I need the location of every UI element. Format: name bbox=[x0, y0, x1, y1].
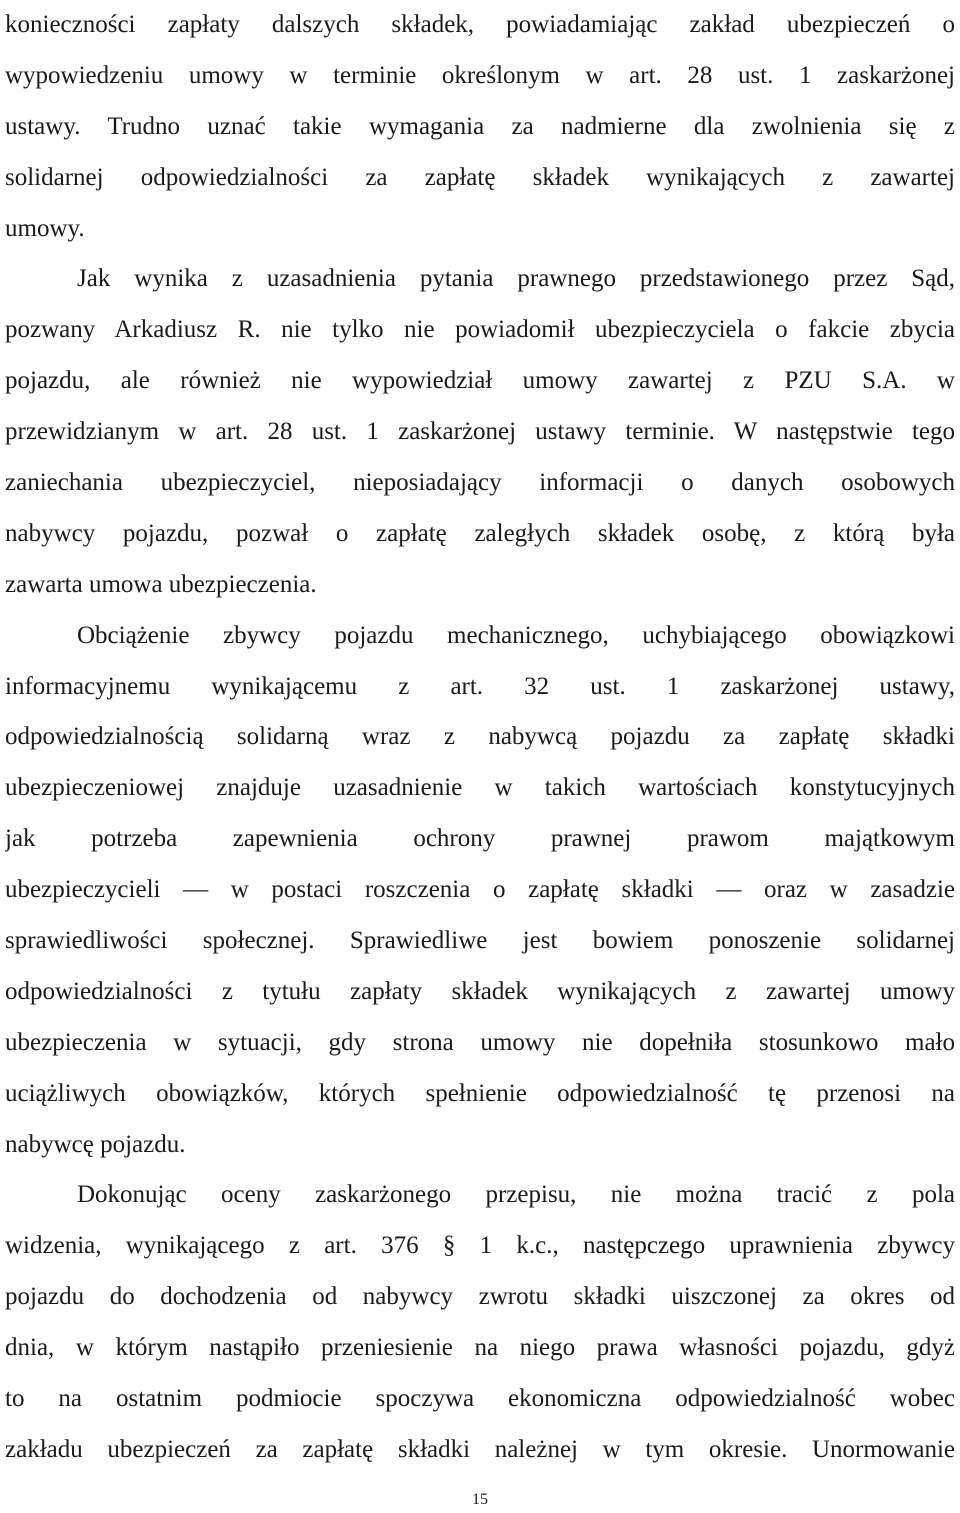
text-line: solidarnej odpowiedzialności za zapłatę składek wynikających z zawartej bbox=[5, 163, 955, 191]
text-line: wypowiedzeniu umowy w terminie określonym w art. 28 ust. 1 zaskarżonej bbox=[5, 61, 955, 89]
text-line: jak potrzeba zapewnienia ochrony prawnej prawom majątkowym bbox=[5, 825, 955, 853]
paragraph-continuation bbox=[5, 0, 955, 254]
text-line: konieczności zapłaty dalszych składek, powiadamiając zakład ubezpieczeń o bbox=[5, 11, 955, 38]
text-line: pozwany Arkadiusz R. nie tylko nie powiadomił ubezpieczyciela o fakcie zbycia bbox=[5, 316, 955, 344]
text-line: Jak wynika z uzasadnienia pytania prawnego przedstawionego przez Sąd, bbox=[77, 265, 955, 293]
text-line: sprawiedliwości społecznej. Sprawiedliwe jest bowiem ponoszenie solidarnej bbox=[5, 927, 955, 955]
text-line: nabywcy pojazdu, pozwał o zapłatę zaległych składek osobę, z którą była bbox=[5, 519, 955, 547]
text-line: nabywcę pojazdu. bbox=[5, 1130, 186, 1158]
paragraph-obciazenie bbox=[5, 611, 955, 1171]
text-line: ubezpieczenia w sytuacji, gdy strona umowy nie dopełniła stosunkowo mało bbox=[5, 1028, 955, 1056]
text-line: dnia, w którym nastąpiło przeniesienie na niego prawa własności pojazdu, gdyż bbox=[5, 1334, 955, 1362]
text-line: zawarta umowa ubezpieczenia. bbox=[5, 570, 317, 598]
text-line: przewidzianym w art. 28 ust. 1 zaskarżonej ustawy terminie. W następstwie tego bbox=[5, 418, 955, 446]
paragraph-pozwany bbox=[5, 254, 955, 610]
text-line: pojazdu, ale również nie wypowiedział umowy zawartej z PZU S.A. w bbox=[5, 367, 955, 395]
text-line: Dokonując oceny zaskarżonego przepisu, nie można tracić z pola bbox=[77, 1181, 955, 1209]
text-line: odpowiedzialnością solidarną wraz z nabywcą pojazdu za zapłatę składki bbox=[5, 723, 955, 751]
page-number: 15 bbox=[472, 1491, 488, 1508]
text-line: ustawy. Trudno uznać takie wymagania za nadmierne dla zwolnienia się z bbox=[5, 112, 955, 140]
text-line: ubezpieczycieli — w postaci roszczenia o zapłatę składki — oraz w zasadzie bbox=[5, 876, 955, 904]
text-line: informacyjnemu wynikającemu z art. 32 ust. 1 zaskarżonej ustawy, bbox=[5, 672, 955, 700]
body-text bbox=[5, 0, 955, 1476]
text-line: Obciążenie zbywcy pojazdu mechanicznego, uchybiającego obowiązkowi bbox=[77, 621, 955, 649]
text-line: zakładu ubezpieczeń za zapłatę składki należnej w tym okresie. Unormowanie bbox=[5, 1435, 955, 1463]
text-line: odpowiedzialności z tytułu zapłaty składek wynikających z zawartej umowy bbox=[5, 977, 955, 1005]
text-line: zaniechania ubezpieczyciel, nieposiadający informacji o danych osobowych bbox=[5, 469, 955, 497]
text-line: pojazdu do dochodzenia od nabywcy zwrotu składki uiszczonej za okres od bbox=[5, 1283, 955, 1311]
text-line: ubezpieczeniowej znajduje uzasadnienie w takich wartościach konstytucyjnych bbox=[5, 774, 955, 802]
text-line: umowy. bbox=[5, 214, 85, 242]
text-line: widzenia, wynikającego z art. 376 § 1 k.c., następczego uprawnienia zbywcy bbox=[5, 1232, 955, 1260]
text-line: uciążliwych obowiązków, których spełnienie odpowiedzialność tę przenosi na bbox=[5, 1079, 955, 1107]
paragraph-dokonujac bbox=[5, 1170, 955, 1475]
text-line: to na ostatnim podmiocie spoczywa ekonomiczna odpowiedzialność wobec bbox=[5, 1385, 955, 1413]
